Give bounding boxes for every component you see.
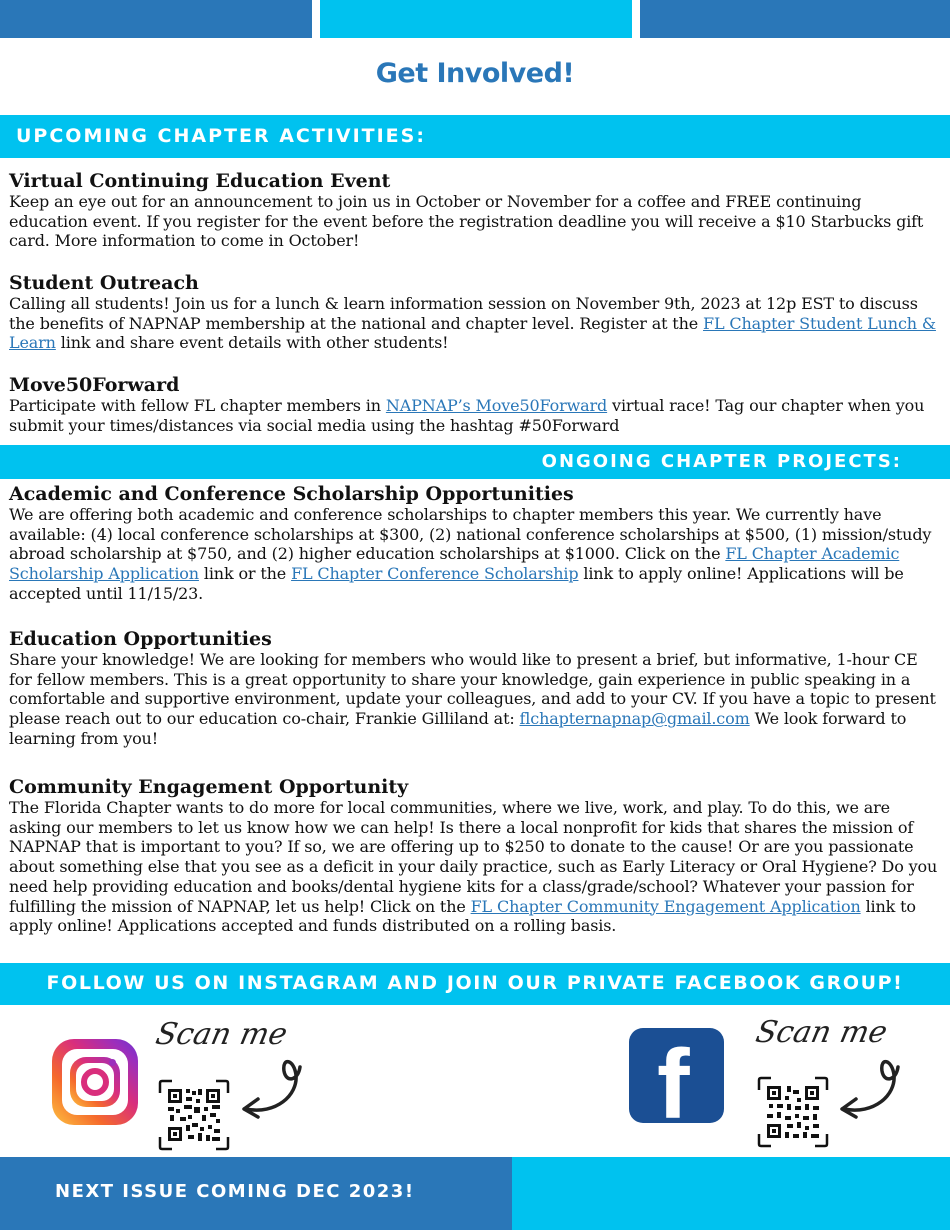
curved-arrow-icon [236, 1045, 308, 1123]
email-link[interactable]: flchapternapnap@gmail.com [519, 709, 750, 729]
education-section [9, 628, 944, 749]
community-engagement-link[interactable]: FL Chapter Community Engagement Application [470, 896, 861, 916]
facebook-qr-code[interactable] [757, 1076, 829, 1148]
top-bar-left [0, 0, 312, 38]
qr-code-icon [757, 1076, 829, 1148]
instagram-icon[interactable] [52, 1039, 138, 1125]
scholarship-section [9, 483, 944, 604]
facebook-glyph: f [657, 1029, 690, 1123]
instagram-qr-code[interactable] [158, 1079, 230, 1151]
community-section [9, 776, 944, 936]
move50forward-section [9, 374, 944, 435]
section-heading: Community Engagement Opportunity [9, 776, 409, 798]
qr-code-icon [158, 1079, 230, 1151]
follow-us-band: FOLLOW US ON INSTAGRAM AND JOIN OUR PRIVATE FACEBOOK GROUP! [0, 963, 950, 1005]
scan-me-label: Scan me [152, 1017, 290, 1052]
ongoing-projects-band: ONGOING CHAPTER PROJECTS: [0, 445, 950, 479]
curved-arrow-icon [834, 1045, 906, 1123]
virtual-ce-section [9, 170, 944, 251]
upcoming-activities-band: UPCOMING CHAPTER ACTIVITIES: [0, 115, 950, 158]
footer-right-block [512, 1157, 950, 1230]
top-bar-right [640, 0, 950, 38]
student-lunch-learn-link[interactable]: FL Chapter Student Lunch & Learn [9, 313, 936, 353]
conference-scholarship-link[interactable]: FL Chapter Conference Scholarship [291, 564, 579, 584]
section-body: Share your knowledge! We are looking for members who would like to present a brief, but informative, 1-hour CE for fellow members. This is a great opportunity to share your knowledge, gain experience in public speaking in a comfortable and supportive environment, update your colleagues, and add to your CV. If you have a topic to present please reach out to our education co-chair, Frankie Gilliland at: flchapternapnap@gmail.com We look forward to learning from you! [9, 650, 936, 748]
academic-scholarship-link[interactable]: FL Chapter Academic Scholarship Application [9, 544, 900, 584]
section-body: The Florida Chapter wants to do more for local communities, where we live, work, and play. To do this, we are asking our members to let us know how we can help! Is there a local nonprofit for kids that shares the mission of NAPNAP that is important to you? If so, we are offering up to $250 to donate to the cause! Or are you passionate about something else that you see as a deficit in your daily practice, such as Early Literacy or Oral Hygiene? Do you need help providing education and books/dental hygiene kits for a class/grade/school? Whatever your passion for fulfilling the mission of NAPNAP, let us help! Click on the FL Chapter Community Engagement Application link to apply online! Applications accepted and funds distributed on a rolling basis. [9, 798, 938, 936]
student-outreach-section [9, 272, 944, 353]
section-heading: Virtual Continuing Education Event [9, 170, 391, 192]
page-title: Get Involved! [375, 58, 575, 89]
facebook-icon[interactable] [629, 1028, 724, 1123]
scan-me-label: Scan me [752, 1015, 890, 1050]
section-body: We are offering both academic and conference scholarships to chapter members this year. We currently have available: (4) local conference scholarships at $300, (2) national conference scholarships at $500, (1) mission/study abroad scholarship at $750, and (2) higher education scholarships at $1000. Click on the FL Chapter Academic Scholarship Application link or the FL Chapter Conference Scholarship link to apply online! Applications will be accepted until 11/15/23. [9, 505, 932, 603]
section-body: Keep an eye out for an announcement to join us in October or November for a coffee and FREE continuing education event. If you register for the event before the registration deadline you will receive a $10 Starbucks gift card. More information to come in October! [9, 192, 924, 251]
section-heading: Move50Forward [9, 374, 180, 396]
top-bar-middle [320, 0, 632, 38]
section-body: Calling all students! Join us for a lunch & learn information session on November 9th, 2023 at 12p EST to discuss the benefits of NAPNAP membership at the national and chapter level. Register at the FL Chapter Student Lunch & Learn link and share event details with other students! [9, 294, 936, 353]
section-heading: Academic and Conference Scholarship Opportunities [9, 483, 574, 505]
section-body: Participate with fellow FL chapter members in NAPNAP’s Move50Forward virtual race! Tag our chapter when you submit your times/distances via social media using the hashtag #50Forward [9, 396, 925, 435]
next-issue-text: NEXT ISSUE COMING DEC 2023! [55, 1181, 415, 1202]
section-heading: Student Outreach [9, 272, 199, 294]
move50forward-link[interactable]: NAPNAP’s Move50Forward [385, 396, 608, 415]
section-heading: Education Opportunities [9, 628, 272, 650]
